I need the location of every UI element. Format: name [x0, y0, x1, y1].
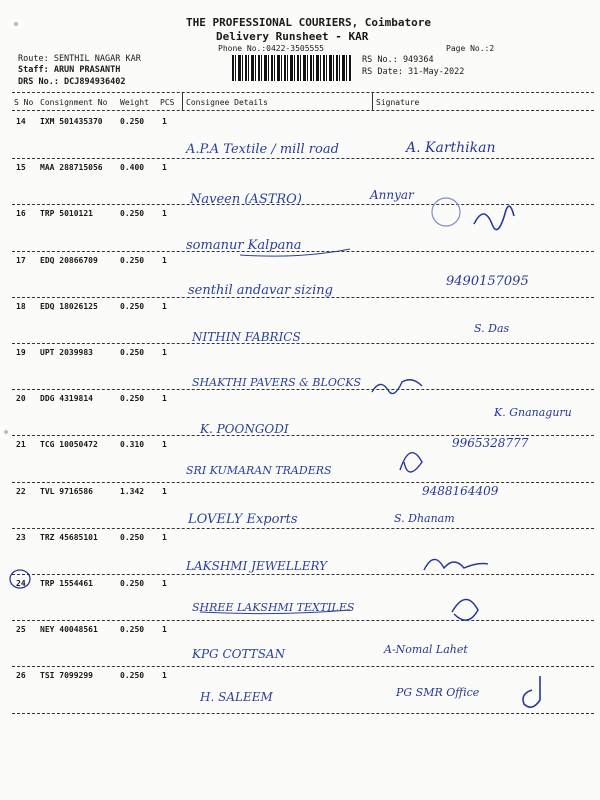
signature-21: 9965328777 — [452, 436, 529, 450]
row-weight: 0.250 — [120, 301, 145, 311]
handwritten-consignee-21: SRI KUMARAN TRADERS — [186, 464, 332, 477]
row-sno: 21 — [16, 440, 26, 450]
row-sno: 25 — [16, 625, 26, 635]
row-weight: 0.250 — [120, 209, 145, 219]
row-consignment-no: EDQ 20866709 — [40, 255, 98, 265]
row-sno: 14 — [16, 117, 26, 126]
rs-number: RS No.: 949364 — [362, 55, 434, 65]
handwritten-consignee-15: Naveen (ASTRO) — [190, 192, 302, 207]
signature-15: Annyar — [370, 188, 414, 202]
signature-scribble-16 — [474, 206, 514, 229]
row-consignment-no: TRZ 45685101 — [40, 532, 98, 542]
row-pcs: 1 — [162, 532, 167, 542]
row-pcs: 1 — [162, 625, 167, 635]
signature-14: A. Karthikan — [406, 140, 496, 156]
row-weight: 0.400 — [120, 163, 145, 173]
handwritten-consignee-26: H. SALEEM — [200, 690, 273, 704]
row-weight: 0.310 — [120, 440, 145, 450]
signature-25: A-Nomal Lahet — [384, 643, 468, 656]
staff-label: Staff: ARUN PRASANTH — [18, 65, 121, 75]
route-label: Route: SENTHIL NAGAR KAR — [18, 54, 141, 64]
row-pcs: 1 — [162, 440, 167, 450]
punch-hole-top — [14, 22, 18, 26]
row-weight: 0.250 — [120, 579, 145, 588]
row-pcs: 1 — [162, 486, 167, 496]
signature-22b: S. Dhanam — [394, 512, 455, 525]
row-sno: 24 — [16, 579, 26, 588]
row-pcs: 1 — [162, 255, 167, 265]
col-consignment-header: Consignment No — [40, 98, 108, 107]
row-sno: 16 — [16, 209, 26, 219]
rs-date: RS Date: 31-May-2022 — [362, 67, 465, 77]
row-pcs: 1 — [162, 671, 167, 681]
row-consignment-no: TSI 7099299 — [40, 671, 93, 681]
row-weight: 1.342 — [120, 486, 145, 496]
signature-18: S. Das — [474, 322, 510, 335]
phone-number: Phone No.:0422-3505555 — [218, 44, 324, 53]
row-consignment-no: UPT 2039983 — [40, 348, 93, 357]
col-pcs-header: PCS — [160, 98, 175, 107]
stamp-circle — [432, 198, 460, 226]
row-pcs: 1 — [162, 579, 167, 588]
underline-24 — [200, 610, 350, 614]
row-24-circle-mark — [10, 570, 30, 588]
signature-scribble-24 — [452, 599, 478, 620]
row-sno: 19 — [16, 348, 26, 357]
row-pcs: 1 — [162, 394, 167, 404]
row-pcs: 1 — [162, 117, 167, 126]
row-pcs: 1 — [162, 301, 167, 311]
row-sno: 20 — [16, 394, 26, 404]
row-sno: 17 — [16, 255, 26, 265]
signature-22: 9488164409 — [422, 484, 499, 498]
row-sno: 18 — [16, 301, 26, 311]
row-consignment-no: TRP 1554461 — [40, 579, 93, 588]
signature-scribble-23 — [424, 559, 488, 570]
signature-scribble-26 — [523, 676, 540, 707]
row-consignment-no: MAA 288715056 — [40, 163, 103, 173]
handwritten-consignee-18: NITHIN FABRICS — [192, 330, 301, 344]
drs-number: DRS No.: DCJ894936402 — [18, 77, 126, 87]
row-pcs: 1 — [162, 348, 167, 357]
signature-17: 9490157095 — [446, 274, 529, 289]
col-weight-header: Weight — [120, 98, 149, 107]
signature-scribble-19 — [372, 380, 422, 394]
underline-16 — [240, 249, 350, 256]
signature-26: PG SMR Office — [396, 686, 480, 699]
signature-20: K. Gnanaguru — [494, 406, 572, 419]
col-signature-header: Signature — [376, 98, 420, 107]
row-consignment-no: TVL 9716586 — [40, 486, 93, 496]
handwritten-consignee-20: K. POONGODI — [200, 422, 289, 436]
handwritten-consignee-22: LOVELY Exports — [188, 512, 298, 527]
row-consignment-no: IXM 501435370 — [40, 117, 103, 126]
row-weight: 0.250 — [120, 348, 145, 357]
row-consignment-no: NEY 40048561 — [40, 625, 98, 635]
punch-hole-mid — [4, 430, 8, 434]
col-sno-header: S No — [14, 98, 34, 107]
row-sno: 22 — [16, 486, 26, 496]
handwritten-consignee-25: KPG COTTSAN — [192, 647, 286, 661]
signature-scribble-21 — [400, 453, 422, 472]
row-weight: 0.250 — [120, 625, 145, 635]
row-weight: 0.250 — [120, 532, 145, 542]
handwritten-consignee-17: senthil andavar sizing — [188, 283, 333, 298]
row-consignment-no: DDG 4319814 — [40, 394, 93, 404]
row-sno: 26 — [16, 671, 26, 681]
row-weight: 0.250 — [120, 117, 145, 126]
row-weight: 0.250 — [120, 671, 145, 681]
handwritten-consignee-23: LAKSHMI JEWELLERY — [186, 559, 328, 573]
company-name: THE PROFESSIONAL COURIERS, Coimbatore — [186, 16, 432, 29]
row-pcs: 1 — [162, 209, 167, 219]
row-sno: 15 — [16, 163, 26, 173]
row-consignment-no: TCG 10050472 — [40, 440, 98, 450]
handwritten-consignee-14: A.P.A Textile / mill road — [186, 142, 339, 157]
handwritten-consignee-16: somanur Kalpana — [186, 238, 302, 253]
col-consignee-header: Consignee Details — [186, 98, 268, 107]
row-weight: 0.250 — [120, 255, 145, 265]
row-consignment-no: EDQ 18026125 — [40, 301, 98, 311]
row-consignment-no: TRP 5010121 — [40, 209, 93, 219]
row-sno: 23 — [16, 532, 26, 542]
page-number: Page No.:2 — [446, 44, 495, 53]
handwritten-consignee-24: SHREE LAKSHMI TEXTILES — [192, 601, 355, 614]
row-weight: 0.250 — [120, 394, 145, 404]
row-pcs: 1 — [162, 163, 167, 173]
handwritten-consignee-19: SHAKTHI PAVERS & BLOCKS — [192, 376, 362, 389]
sheet-title: Delivery Runsheet - KAR — [216, 30, 369, 43]
